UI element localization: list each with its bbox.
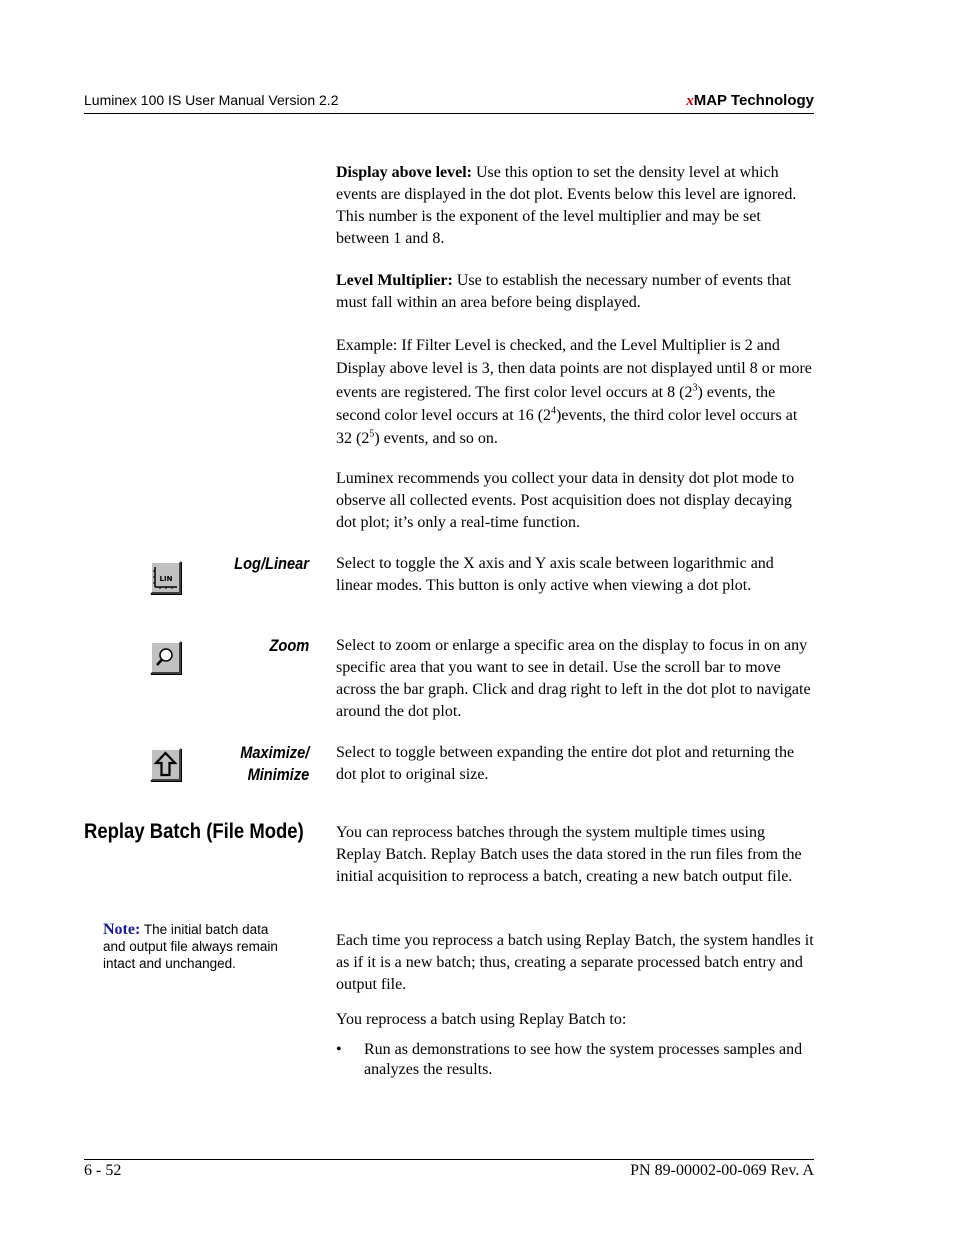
example-text-2: ) events, the second color level occurs at 16 (2 xyxy=(336,383,776,424)
log-linear-icon-text: LIN xyxy=(159,575,173,583)
para-level-multiplier xyxy=(336,270,814,314)
log-linear-description xyxy=(336,553,814,597)
header-manual-title: Luminex 100 IS User Manual Version 2.2 xyxy=(84,92,339,108)
header-brand xyxy=(686,92,814,110)
header-brand-x: x xyxy=(686,93,694,109)
example-sup-2: 4 xyxy=(551,405,557,417)
display-above-level-text: Use this option to set the density level at which events are displayed in the dot plot. Events below this level are ignored. This number is the exponent of the level multiplier and may be set between 1 and 8. xyxy=(336,164,797,247)
log-linear-label: Log/Linear xyxy=(234,554,309,573)
para-example xyxy=(336,334,814,450)
maximize-label-line-2: Minimize xyxy=(247,765,309,784)
level-multiplier-label: Level Multiplier: xyxy=(336,272,453,289)
log-linear-icon xyxy=(152,563,179,592)
para-display-above-level xyxy=(336,162,814,250)
note-box xyxy=(103,921,293,972)
footer-rule xyxy=(84,1159,814,1160)
magnifier-icon xyxy=(152,643,179,672)
display-above-level-label: Display above level: xyxy=(336,164,472,181)
replay-2-text: Each time you reprocess a batch using Replay Batch, the system handles it as if it is a new batch; thus, creating a separate processed batch entry and output file. xyxy=(336,932,814,993)
maximize-minimize-label xyxy=(240,742,309,786)
bullet-marker: • xyxy=(336,1041,342,1058)
maximize-button-image xyxy=(150,748,181,781)
example-sup-3: 5 xyxy=(369,428,375,440)
section-title: Replay Batch (File Mode) xyxy=(84,820,304,843)
maximize-description xyxy=(336,742,814,786)
para-recommendation xyxy=(336,468,814,534)
log-linear-text: Select to toggle the X axis and Y axis scale between logarithmic and linear modes. This button is only active when viewing a dot plot. xyxy=(336,555,774,594)
log-linear-button-image xyxy=(150,561,181,594)
example-text-4: ) events, and so on. xyxy=(374,430,498,448)
example-sup-1: 3 xyxy=(692,382,698,394)
para-replay-3 xyxy=(336,1009,814,1031)
recommendation-text: Luminex recommends you collect your data in density dot plot mode to observe all collected events. Post acquisition does not display decaying dot plot; it’s only a real-time function. xyxy=(336,470,795,531)
maximize-text: Select to toggle between expanding the entire dot plot and returning the dot plot to original size. xyxy=(336,744,795,783)
zoom-label: Zoom xyxy=(269,636,309,655)
example-text-1: Example: If Filter Level is checked, and the Level Multiplier is 2 and Display above level is 3, then data points are not displayed until 8 or more events are registered. The first color level occurs at 8 (2 xyxy=(336,337,812,401)
part-number: PN 89-00002-00-069 Rev. A xyxy=(630,1162,814,1179)
para-replay-1 xyxy=(336,822,814,888)
bullet-text: Run as demonstrations to see how the system processes samples and analyzes the results. xyxy=(364,1041,803,1078)
zoom-description xyxy=(336,635,814,723)
maximize-label-line-1: Maximize/ xyxy=(239,743,309,762)
para-replay-2 xyxy=(336,930,814,996)
example-text-3: )events, the third color level occurs at 32 (2 xyxy=(336,406,798,448)
replay-1-text: You can reprocess batches through the system multiple times using Replay Batch. Replay Batch uses the data stored in the run files from the initial acquisition to reprocess a batch, creating a new batch output file. xyxy=(336,824,802,885)
note-text: The initial batch data and output file always remain intact and unchanged. xyxy=(103,922,278,971)
level-multiplier-text: Use to establish the necessary number of events that must fall within an area before being displayed. xyxy=(336,272,791,311)
up-arrow-icon xyxy=(152,750,179,779)
note-label: Note: xyxy=(103,921,141,938)
list-item xyxy=(336,1040,814,1082)
zoom-button-image xyxy=(150,641,181,674)
page-number: 6 - 52 xyxy=(84,1162,122,1179)
header-rule xyxy=(84,113,814,114)
replay-3-text: You reprocess a batch using Replay Batch to: xyxy=(336,1011,627,1028)
header-brand-rest: MAP Technology xyxy=(693,92,814,109)
zoom-text: Select to zoom or enlarge a specific area on the display to focus in on any specific area that you want to see in detail. Use the scroll bar to move across the bar graph. Click and drag right to left in the dot plot to navigate around the dot plot. xyxy=(336,637,811,720)
